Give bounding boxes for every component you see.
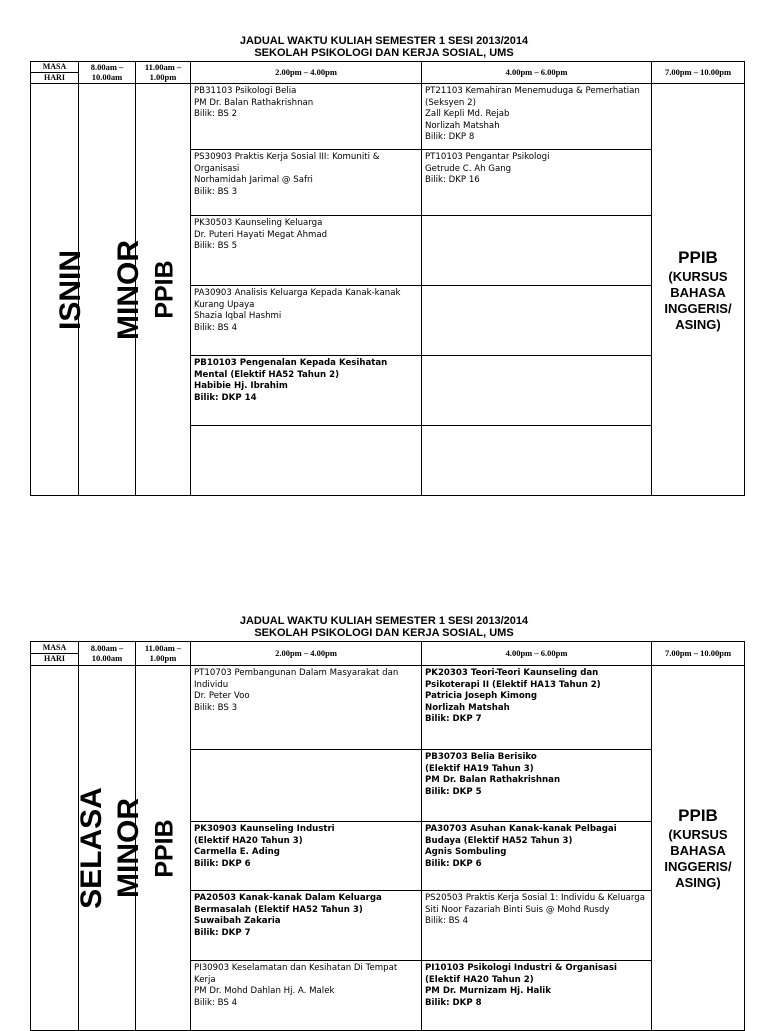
timetable-selasa xyxy=(30,641,745,1031)
course-line: Bilik: DKP 6 xyxy=(194,858,251,869)
ppib-description: (KURSUS BAHASA INGGERIS/ ASING) xyxy=(664,827,732,890)
course-line: Bilik: DKP 8 xyxy=(425,997,482,1008)
course-line: Bilik: DKP 5 xyxy=(425,786,482,797)
ppib-cell xyxy=(652,84,745,496)
course-cell xyxy=(422,356,652,426)
course-line: PA30703 Asuhan Kanak-kanak Pelbagai Budaya (Elektif HA52 Tahun 3) xyxy=(425,824,617,846)
day-label: SELASA xyxy=(74,787,108,909)
minor-label: MINOR xyxy=(112,239,145,340)
course-cell xyxy=(191,891,422,961)
col-header-11am: 11.00am – 1.00pm xyxy=(136,642,191,666)
course-line: Bilik: DKP 8 xyxy=(425,132,475,142)
course-cell xyxy=(422,666,652,750)
title-line: JADUAL WAKTU KULIAH SEMESTER 1 SESI 2013/2014 xyxy=(239,35,529,47)
course-line: PB31103 Psikologi Belia xyxy=(194,86,297,96)
course-cell xyxy=(191,426,422,496)
course-line: Siti Noor Fazariah Binti Suis @ Mohd Rusdy xyxy=(425,904,610,915)
course-line: PK20303 Teori-Teori Kaunseling dan Psikoterapi II (Elektif HA13 Tahun 2) xyxy=(425,668,601,690)
course-cell xyxy=(191,216,422,286)
course-cell xyxy=(422,750,652,822)
subtitle-line: SEKOLAH PSIKOLOGI DAN KERJA SOSIAL, UMS xyxy=(254,47,514,59)
course-cell xyxy=(422,84,652,150)
course-line: PT10103 Pengantar Psikologi xyxy=(425,152,550,162)
col-header-2pm: 2.00pm – 4.00pm xyxy=(191,62,422,84)
timetable-title-1 xyxy=(0,35,768,59)
corner-cell xyxy=(31,62,79,84)
col-header-11am: 11.00am – 1.00pm xyxy=(136,62,191,84)
course-line: PT21103 Kemahiran Menemuduga & Pemerhatian (Seksyen 2) xyxy=(425,86,640,108)
course-line: PA30903 Analisis Keluarga Kepada Kanak-kanak Kurang Upaya xyxy=(194,288,401,310)
course-row xyxy=(31,666,745,750)
course-cell xyxy=(191,750,422,822)
day-cell xyxy=(31,84,88,496)
course-line: Bilik: DKP 7 xyxy=(194,927,251,938)
course-cell xyxy=(191,666,422,750)
col-header-4pm: 4.00pm – 6.00pm xyxy=(422,642,652,666)
course-line: PB30703 Belia Berisiko xyxy=(425,752,537,762)
course-cell xyxy=(422,822,652,891)
course-line: Bilik: BS 5 xyxy=(194,241,238,251)
course-line: PK30903 Kaunseling Industri xyxy=(194,824,335,834)
course-cell xyxy=(422,891,652,961)
ppib-slot-label: PPIB xyxy=(150,260,179,319)
col-header-4pm: 4.00pm – 6.00pm xyxy=(422,62,652,84)
course-cell xyxy=(422,961,652,1031)
course-cell xyxy=(422,216,652,286)
course-line: Bilik: DKP 6 xyxy=(425,858,482,869)
course-line: Bilik: BS 3 xyxy=(194,702,238,713)
course-line: PB10103 Pengenalan Kepada Kesihatan Mental (Elektif HA52 Tahun 2) xyxy=(194,358,388,380)
course-line: Norlizah Matshah xyxy=(425,120,500,131)
masa-label: MASA xyxy=(31,643,78,654)
course-line: Norhamidah Jarimal @ Safri xyxy=(194,175,313,185)
course-cell xyxy=(191,822,422,891)
course-line: Dr. Peter Voo xyxy=(194,691,250,701)
course-line: Bilik: DKP 7 xyxy=(425,714,482,724)
course-line: Patricia Joseph Kimong xyxy=(425,691,538,701)
ppib-description: (KURSUS BAHASA INGGERIS/ ASING) xyxy=(664,268,732,332)
course-cell xyxy=(191,84,422,150)
course-line: PA20503 Kanak-kanak Dalam Keluarga Bermasalah (Elektif HA52 Tahun 3) xyxy=(194,893,382,915)
course-line: PM Dr. Balan Rathakrishnan xyxy=(194,97,314,108)
header-row xyxy=(31,642,745,666)
course-line: Dr. Puteri Hayati Megat Ahmad xyxy=(194,229,328,240)
course-line: Bilik: DKP 14 xyxy=(194,392,257,403)
course-line: PM Dr. Balan Rathakrishnan xyxy=(425,775,561,785)
course-line: Suwaibah Zakaria xyxy=(194,916,281,926)
course-cell xyxy=(422,426,652,496)
course-line: Bilik: BS 2 xyxy=(194,109,238,119)
header-row xyxy=(31,62,745,84)
hari-label: HARI xyxy=(44,73,65,82)
course-line: PI10103 Psikologi Industri & Organisasi (Elektif HA20 Tahun 2) xyxy=(425,963,617,985)
ppib-title: PPIB xyxy=(678,247,718,267)
hari-label: HARI xyxy=(44,654,65,663)
course-line: Bilik: BS 4 xyxy=(194,997,238,1008)
course-cell xyxy=(422,286,652,356)
ppib-cell xyxy=(652,666,745,1031)
minor-label: MINOR xyxy=(112,798,145,898)
col-header-7pm: 7.00pm – 10.00pm xyxy=(652,62,745,84)
col-header-8am: 8.00am – 10.00am xyxy=(79,62,136,84)
course-line: Habibie Hj. Ibrahim xyxy=(194,381,288,391)
col-header-8am: 8.00am – 10.00am xyxy=(79,642,136,666)
course-line: PK30503 Kaunseling Keluarga xyxy=(194,218,323,228)
title-line: JADUAL WAKTU KULIAH SEMESTER 1 SESI 2013/2014 xyxy=(239,615,529,627)
course-cell xyxy=(191,961,422,1031)
corner-cell xyxy=(31,642,79,666)
course-line: Bilik: BS 3 xyxy=(194,186,238,197)
timetable-isnin xyxy=(30,61,745,496)
ppib-slot-label: PPIB xyxy=(150,818,179,878)
course-line: (Elektif HA19 Tahun 3) xyxy=(425,763,534,774)
course-line: PT10703 Pembangunan Dalam Masyarakat dan Individu xyxy=(194,668,399,690)
course-line: PS30903 Praktis Kerja Sosial III: Komuniti & Organisasi xyxy=(194,152,380,174)
ppib-title: PPIB xyxy=(678,806,718,825)
col-header-2pm: 2.00pm – 4.00pm xyxy=(191,642,422,666)
course-cell xyxy=(191,356,422,426)
course-line: PM Dr. Murnizam Hj. Halik xyxy=(425,986,551,996)
course-line: PS20503 Praktis Kerja Sosial 1: Individu & Keluarga xyxy=(425,893,646,903)
course-row xyxy=(31,84,745,150)
course-line: Getrude C. Ah Gang xyxy=(425,163,512,174)
masa-label: MASA xyxy=(31,62,78,73)
col-header-7pm: 7.00pm – 10.00pm xyxy=(652,642,745,666)
course-cell xyxy=(191,286,422,356)
course-line: Bilik: BS 4 xyxy=(425,916,469,926)
day-cell xyxy=(31,666,108,1031)
course-line: Bilik: DKP 16 xyxy=(425,175,480,185)
day-label: ISNIN xyxy=(54,249,88,330)
course-line: Shazia Iqbal Hashmi xyxy=(194,311,282,321)
course-line: (Elektif HA20 Tahun 3) xyxy=(194,835,303,846)
course-line: PI30903 Keselamatan dan Kesihatan Di Tempat Kerja xyxy=(194,963,398,985)
course-line: PM Dr. Mohd Dahlan Hj. A. Malek xyxy=(194,986,335,996)
timetable-title-2 xyxy=(0,615,768,639)
course-line: Agnis Sombuling xyxy=(425,847,507,857)
course-line: Carmella E. Ading xyxy=(194,847,280,857)
course-cell xyxy=(191,150,422,216)
course-cell xyxy=(422,150,652,216)
course-line: Bilik: BS 4 xyxy=(194,322,238,333)
subtitle-line: SEKOLAH PSIKOLOGI DAN KERJA SOSIAL, UMS xyxy=(254,627,514,639)
course-line: Zall Kepli Md. Rejab xyxy=(425,109,510,119)
course-line: Norlizah Matshah xyxy=(425,702,510,713)
